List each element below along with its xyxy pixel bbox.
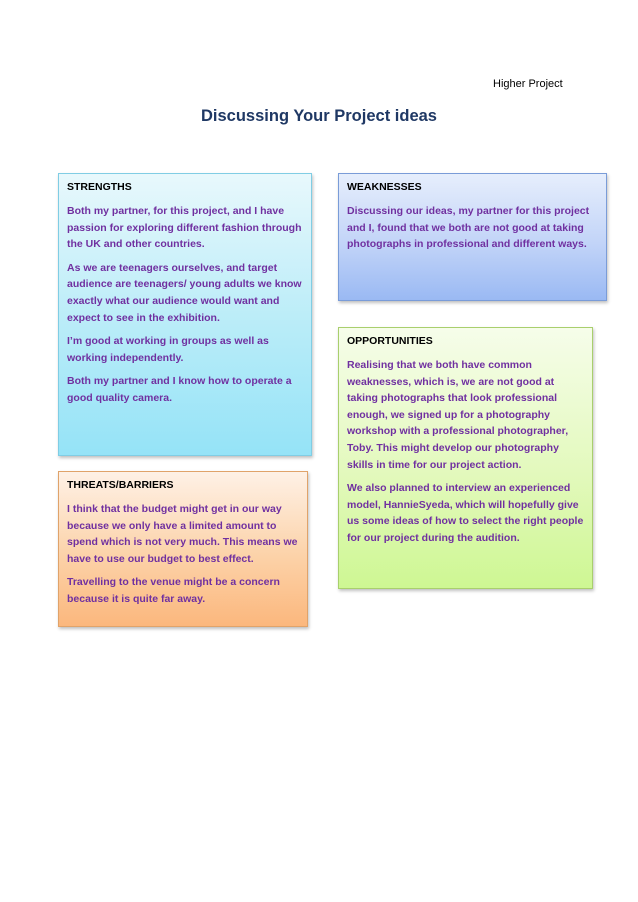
opportunities-paragraph: Realising that we both have common weaknesses, which is, we are not good at taking photographs that look professional enough, we signed up for a photography workshop with a professional photographer, Toby. This might develop our photography skills in time for our project action.	[347, 359, 569, 471]
threats-box	[58, 471, 308, 627]
strengths-heading: STRENGTHS	[67, 181, 132, 193]
strengths-paragraph: I’m good at working in groups as well as working independently.	[67, 335, 269, 364]
weaknesses-heading: WEAKNESSES	[347, 181, 422, 193]
threats-paragraph: I think that the budget might get in our way because we only have a limited amount to spend which is not very much. This means we have to use our budget to best effect.	[67, 503, 298, 565]
strengths-paragraph: As we are teenagers ourselves, and target audience are teenagers/ young adults we know exactly what our audience would want and expect to see in the exhibition.	[67, 261, 302, 324]
threats-heading: THREATS/BARRIERS	[67, 479, 174, 491]
opportunities-heading: OPPORTUNITIES	[347, 335, 433, 347]
strengths-box	[58, 173, 312, 456]
threats-paragraph: Travelling to the venue might be a concern because it is quite far away.	[67, 576, 280, 605]
strengths-paragraph: Both my partner, for this project, and I have passion for exploring different fashion through the UK and other countries.	[67, 205, 302, 251]
course-label: Higher Project	[493, 78, 563, 90]
weaknesses-box	[338, 173, 607, 301]
opportunities-box	[338, 327, 593, 589]
page-title: Discussing Your Project ideas	[201, 107, 437, 125]
weaknesses-paragraph: Discussing our ideas, my partner for this project and I, found that we both are not good at taking photographs in professional and different ways.	[347, 205, 590, 251]
strengths-paragraph: Both my partner and I know how to operate a good quality camera.	[67, 375, 292, 404]
opportunities-paragraph: We also planned to interview an experienced model, HannieSyeda, which will hopefully give us some ideas of how to select the right people for our project during the audition.	[347, 482, 584, 544]
